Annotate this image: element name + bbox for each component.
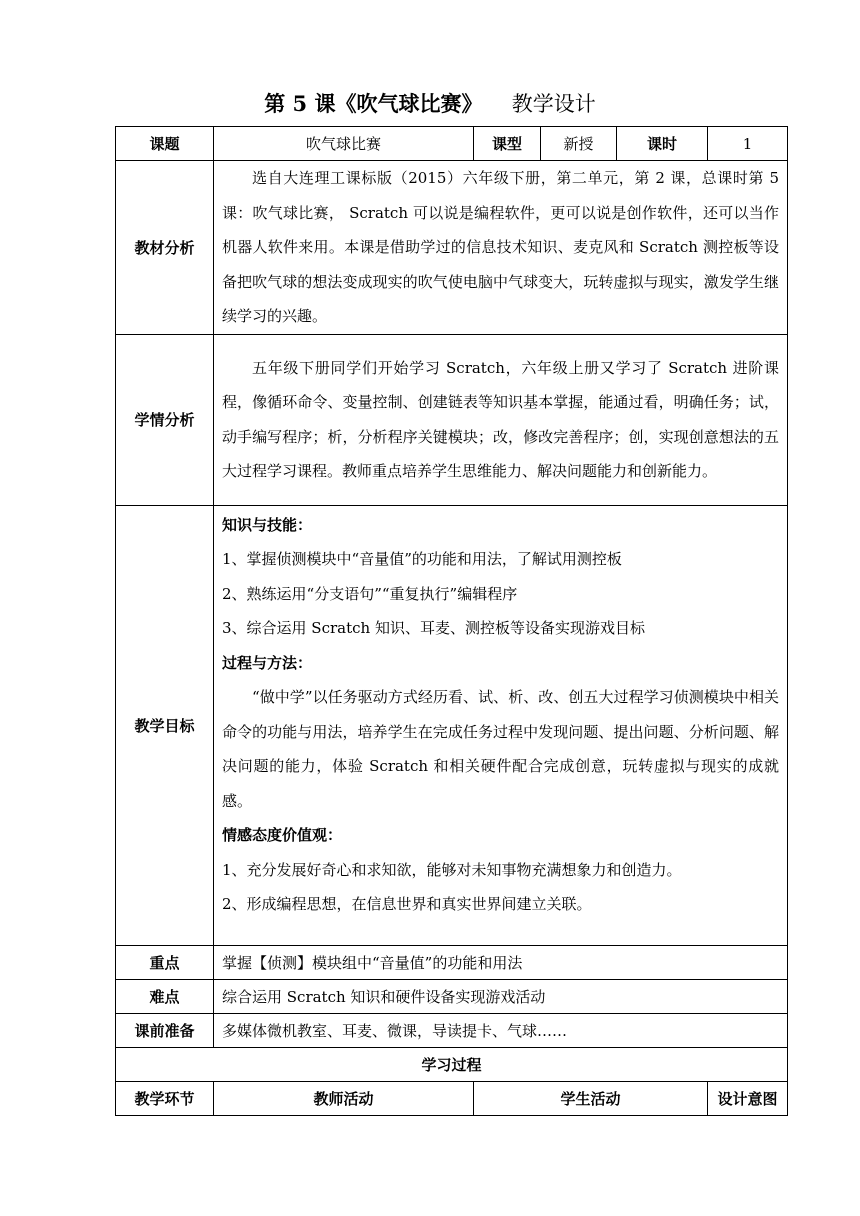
header-row [116, 127, 788, 161]
difficulty-label: 难点 [116, 979, 214, 1013]
topic-value: 吹气球比赛 [214, 127, 474, 161]
students-row [116, 334, 788, 505]
process-text: “做中学”以任务驱动方式经历看、试、析、改、创五大过程学习侦测模块中相关命令的功能与用法，培养学生在完成任务过程中发现问题、提出问题、分析问题、解决问题的能力，体验 Scratch 和相关硬件配合完成创意，玩转虚拟与现实的成就感。 [222, 688, 779, 810]
preparation-label: 课前准备 [116, 1013, 214, 1047]
process-heading-row [116, 1047, 788, 1081]
emotion-item: 2、形成编程思想，在信息世界和真实世界间建立关联。 [222, 895, 592, 913]
students-label: 学情分析 [116, 334, 214, 505]
column-design-intent: 设计意图 [708, 1081, 788, 1115]
material-text: 选自大连理工课标版（2015）六年级下册，第二单元，第 2 课，总课时第 5 课：吹气球比赛， Scratch 可以说是编程软件，更可以说是创作软件，还可以当作机器人软件来用。本课是借助学过的信息技术知识、麦克风和 Scratch 测控板等设备把吹气球的想法变成现实的吹气使电脑中气球变大，玩转虚拟与现实，激发学生继续学习的兴趣。 [214, 161, 788, 335]
difficulty-row [116, 979, 788, 1013]
material-label: 教材分析 [116, 161, 214, 335]
knowledge-heading: 知识与技能： [222, 515, 313, 534]
emotion-heading: 情感态度价值观： [222, 826, 343, 844]
title-main: 第 5 课《吹气球比赛》 [264, 91, 483, 116]
preparation-row [116, 1013, 788, 1047]
key-point-row [116, 945, 788, 979]
hours-label: 课时 [617, 127, 708, 161]
material-row [116, 161, 788, 335]
column-teacher-activity: 教师活动 [214, 1081, 474, 1115]
process-heading: 学习过程 [116, 1047, 788, 1081]
column-student-activity: 学生活动 [474, 1081, 708, 1115]
type-label: 课型 [474, 127, 541, 161]
difficulty-text: 综合运用 Scratch 知识和硬件设备实现游戏活动 [214, 979, 788, 1013]
goals-row [116, 505, 788, 945]
emotion-item: 1、充分发展好奇心和求知欲，能够对未知事物充满想象力和创造力。 [222, 860, 682, 879]
goals-label: 教学目标 [116, 505, 214, 945]
preparation-text: 多媒体微机教室、耳麦、微课，导读提卡、气球…… [214, 1013, 788, 1047]
knowledge-item: 1、掌握侦测模块中“音量值”的功能和用法，了解试用测控板 [222, 550, 622, 568]
process-heading: 过程与方法： [222, 653, 313, 672]
key-point-label: 重点 [116, 945, 214, 979]
document-title [0, 88, 860, 118]
goals-content [214, 505, 788, 945]
key-point-text: 掌握【侦测】模块组中“音量值”的功能和用法 [214, 945, 788, 979]
type-value: 新授 [541, 127, 617, 161]
hours-value: 1 [708, 127, 788, 161]
topic-label: 课题 [116, 127, 214, 161]
lesson-plan-table [115, 126, 788, 1116]
column-teaching-stage: 教学环节 [116, 1081, 214, 1115]
process-columns-row [116, 1081, 788, 1115]
knowledge-item: 3、综合运用 Scratch 知识、耳麦、测控板等设备实现游戏目标 [222, 619, 645, 637]
knowledge-item: 2、熟练运用“分支语句”“重复执行”编辑程序 [222, 584, 518, 603]
title-sub: 教学设计 [511, 92, 596, 116]
students-text: 五年级下册同学们开始学习 Scratch，六年级上册又学习了 Scratch 进阶课程，像循环命令、变量控制、创建链表等知识基本掌握，能通过看，明确任务；试，动手编写程序；析，分析程序关键模块；改，修改完善程序；创，实现创意想法的五大过程学习课程。教师重点培养学生思维能力、解决问题能力和创新能力。 [214, 334, 788, 505]
